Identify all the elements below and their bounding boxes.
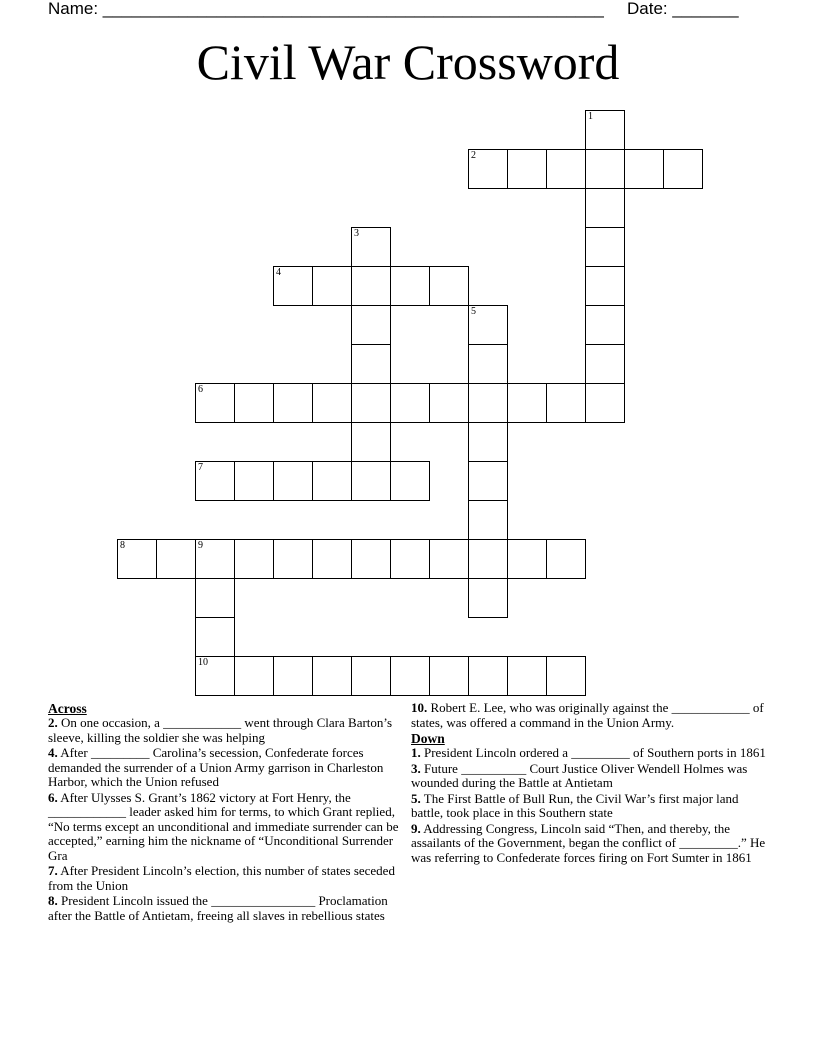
crossword-cell[interactable]	[195, 578, 235, 618]
crossword-cell[interactable]	[195, 539, 235, 579]
clue-number: 1	[588, 111, 593, 122]
crossword-cell[interactable]	[429, 266, 469, 306]
crossword-cell[interactable]	[351, 656, 391, 696]
crossword-cell[interactable]	[585, 149, 625, 189]
clue-number: 10	[198, 657, 208, 668]
crossword-cell[interactable]	[507, 539, 547, 579]
crossword-cell[interactable]	[312, 383, 352, 423]
page-title: Civil War Crossword	[196, 34, 620, 90]
crossword-cell[interactable]	[546, 539, 586, 579]
across-clue: 4. After _________ Carolina’s secession, Confederate forces demanded the surrender of a Union Army garrison in Charleston Harbor, which the Union refused	[48, 745, 384, 789]
crossword-cell[interactable]	[468, 656, 508, 696]
crossword-cell[interactable]	[468, 305, 508, 345]
crossword-cell[interactable]	[468, 422, 508, 462]
crossword-cell[interactable]	[234, 461, 274, 501]
crossword-cell[interactable]	[351, 266, 391, 306]
crossword-cell[interactable]	[195, 383, 235, 423]
crossword-cell[interactable]	[195, 461, 235, 501]
crossword-cell[interactable]	[273, 656, 313, 696]
crossword-cell[interactable]	[273, 539, 313, 579]
crossword-cell[interactable]	[507, 383, 547, 423]
crossword-cell[interactable]	[273, 461, 313, 501]
crossword-cell[interactable]	[468, 383, 508, 423]
crossword-cell[interactable]	[390, 266, 430, 306]
name-field-label: Name: _____________________________________________________	[48, 0, 604, 18]
crossword-cell[interactable]	[351, 461, 391, 501]
crossword-cell[interactable]	[468, 461, 508, 501]
across-clue: 7. After President Lincoln’s election, this number of states seceded from the Union	[48, 863, 395, 893]
across-clue: 8. President Lincoln issued the ________________ Proclamation after the Battle of Antietam, freeing all slaves in rebellious states	[48, 893, 388, 923]
crossword-cell[interactable]	[390, 383, 430, 423]
crossword-cell[interactable]	[234, 383, 274, 423]
down-clue: 1. President Lincoln ordered a _________ of Southern ports in 1861	[411, 745, 766, 760]
crossword-cell[interactable]	[351, 422, 391, 462]
crossword-cell[interactable]	[546, 656, 586, 696]
crossword-cell[interactable]	[585, 188, 625, 228]
down-clue: 3. Future __________ Court Justice Oliver Wendell Holmes was wounded during the Battle at Antietam	[411, 760, 748, 790]
crossword-cell[interactable]	[390, 656, 430, 696]
crossword-cell[interactable]	[273, 266, 313, 306]
crossword-cell[interactable]	[234, 656, 274, 696]
crossword-cell[interactable]	[351, 383, 391, 423]
clue-number: 6	[198, 384, 203, 395]
crossword-cell[interactable]	[273, 383, 313, 423]
crossword-cell[interactable]	[585, 344, 625, 384]
crossword-cell[interactable]	[117, 539, 157, 579]
crossword-cell[interactable]	[351, 344, 391, 384]
crossword-cell[interactable]	[312, 266, 352, 306]
crossword-cell[interactable]	[585, 110, 625, 150]
down-clue: 9. Addressing Congress, Lincoln said “Then, and thereby, the assailants of the Government, began the conflict of _________.” He was referring to Confederate forces firing on Fort Sumter in 1861	[411, 820, 766, 865]
across-clue: 6. After Ulysses S. Grant’s 1862 victory at Fort Henry, the ____________ leader asked him for terms, to which Grant replied, “No terms except an unconditional and immediate surrender can be accepted,” earning him the nickname of “Unconditional Surrender Gra	[48, 789, 399, 863]
crossword-cell[interactable]	[507, 149, 547, 189]
crossword-cell[interactable]	[234, 539, 274, 579]
crossword-cell[interactable]	[390, 539, 430, 579]
crossword-cell[interactable]	[351, 305, 391, 345]
clue-number: 2	[471, 150, 476, 161]
across-clue: 10. Robert E. Lee, who was originally against the ____________ of states, was offered a command in the Union Army.	[411, 700, 764, 730]
crossword-cell[interactable]	[546, 149, 586, 189]
clue-number: 8	[120, 540, 125, 551]
crossword-cell[interactable]	[429, 656, 469, 696]
clue-number: 7	[198, 462, 203, 473]
crossword-cell[interactable]	[585, 305, 625, 345]
date-field-label: Date: _______	[627, 0, 739, 18]
crossword-cell[interactable]	[351, 227, 391, 267]
clue-column-right	[411, 701, 771, 866]
across-heading: Across	[48, 701, 87, 716]
crossword-cell[interactable]	[156, 539, 196, 579]
crossword-cell[interactable]	[585, 227, 625, 267]
crossword-cell[interactable]	[624, 149, 664, 189]
crossword-cell[interactable]	[663, 149, 703, 189]
crossword-cell[interactable]	[429, 383, 469, 423]
crossword-cell[interactable]	[585, 266, 625, 306]
crossword-cell[interactable]	[429, 539, 469, 579]
crossword-cell[interactable]	[468, 149, 508, 189]
crossword-cell[interactable]	[312, 461, 352, 501]
clue-number: 5	[471, 306, 476, 317]
clue-number: 9	[198, 540, 203, 551]
crossword-cell[interactable]	[468, 578, 508, 618]
clue-number: 3	[354, 228, 359, 239]
crossword-cell[interactable]	[195, 656, 235, 696]
down-heading: Down	[411, 731, 445, 746]
crossword-cell[interactable]	[468, 500, 508, 540]
crossword-cell[interactable]	[195, 617, 235, 657]
crossword-cell[interactable]	[546, 383, 586, 423]
crossword-cell[interactable]	[507, 656, 547, 696]
across-clue: 2. On one occasion, a ____________ went through Clara Barton’s sleeve, killing the soldier she was helping	[48, 715, 393, 745]
clue-column-left	[48, 701, 410, 924]
crossword-cell[interactable]	[351, 539, 391, 579]
crossword-cell[interactable]	[312, 656, 352, 696]
crossword-cell[interactable]	[468, 344, 508, 384]
crossword-cell[interactable]	[585, 383, 625, 423]
crossword-cell[interactable]	[312, 539, 352, 579]
clue-number: 4	[276, 267, 281, 278]
down-clue: 5. The First Battle of Bull Run, the Civil War’s first major land battle, took place in this Southern state	[411, 790, 739, 820]
crossword-cell[interactable]	[468, 539, 508, 579]
crossword-cell[interactable]	[390, 461, 430, 501]
